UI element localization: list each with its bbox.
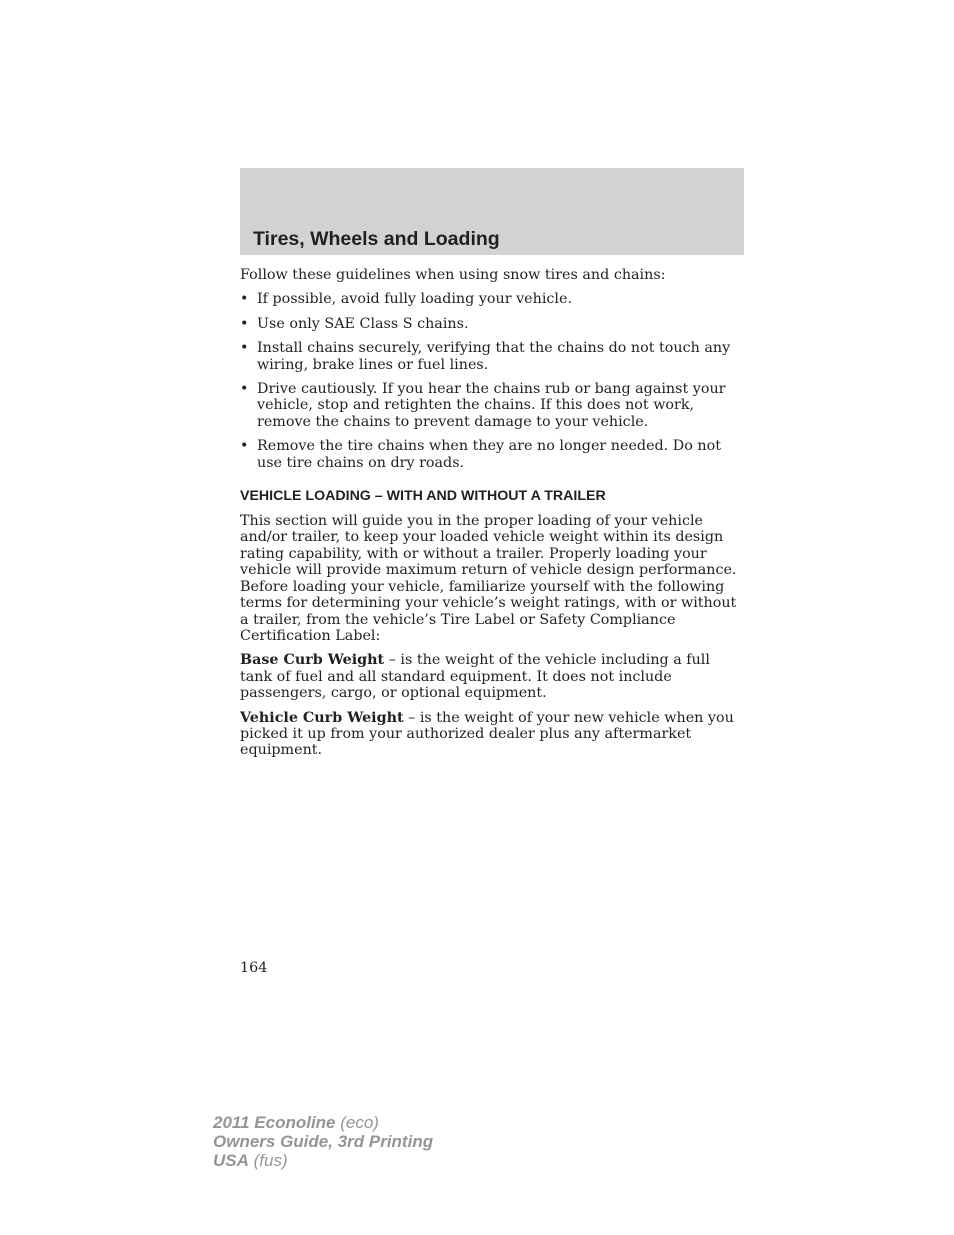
list-item-text: Drive cautiously. If you hear the chains rub or bang against your vehicle, stop and retighten the chains. If this does not work, remove the chains to prevent damage to your vehicle.: [257, 381, 726, 430]
section-header-band: [240, 168, 744, 255]
document-footer: [213, 1113, 433, 1170]
list-item: [240, 381, 745, 430]
footer-line-model: [213, 1113, 433, 1132]
bullet-icon: •: [240, 381, 249, 398]
list-item: [240, 438, 745, 471]
list-item-text: Install chains securely, verifying that the chains do not touch any wiring, brake lines or fuel lines.: [257, 340, 731, 373]
bullet-icon: •: [240, 340, 249, 357]
definition-base-curb-weight: [240, 652, 745, 701]
footer-region-name: USA: [213, 1151, 249, 1170]
footer-model-name: 2011 Econoline: [213, 1113, 336, 1132]
footer-line-region: [213, 1151, 433, 1170]
footer-region-code: (fus): [248, 1151, 288, 1170]
list-item: [240, 340, 745, 373]
page-content: [240, 267, 745, 767]
definition-vehicle-curb-weight: [240, 710, 745, 759]
list-item: [240, 291, 745, 307]
definition-term: Vehicle Curb Weight: [240, 709, 404, 726]
footer-model-code: (eco): [335, 1113, 379, 1132]
bullet-icon: •: [240, 315, 249, 332]
section-title: Tires, Wheels and Loading: [253, 228, 500, 250]
loading-intro-paragraph: This section will guide you in the proper loading of your vehicle and/or trailer, to keep your loaded vehicle weight within its design rating capability, with or without a trailer. Properly loading your vehicle will provide maximum return of vehicle design performance. Before loading your vehicle, familiarize yourself with the following terms for determining your vehicle’s weight ratings, with or without a trailer, from the vehicle’s Tire Label or Safety Compliance Certification Label:: [240, 513, 737, 644]
list-item: [240, 316, 745, 332]
footer-line-guide: Owners Guide, 3rd Printing: [213, 1132, 434, 1151]
bullet-icon: •: [240, 438, 249, 455]
bullet-icon: •: [240, 291, 249, 308]
definition-text: – is the weight of your new vehicle when you picked it up from your authorized dealer plus any aftermarket equipment.: [240, 709, 734, 759]
list-item-text: Remove the tire chains when they are no longer needed. Do not use tire chains on dry roads.: [257, 438, 721, 471]
definition-term: Base Curb Weight: [240, 652, 385, 669]
list-item-text: Use only SAE Class S chains.: [257, 315, 469, 332]
snow-chain-guidelines-list: [240, 291, 745, 471]
definition-text: – is the weight of the vehicle including a full tank of fuel and all standard equipment. It does not include passengers, cargo, or optional equipment.: [240, 652, 710, 702]
intro-paragraph: Follow these guidelines when using snow tires and chains:: [240, 267, 666, 283]
subsection-heading: VEHICLE LOADING – WITH AND WITHOUT A TRAILER: [240, 488, 606, 505]
page-number: 164: [240, 960, 268, 976]
list-item-text: If possible, avoid fully loading your vehicle.: [257, 291, 573, 308]
